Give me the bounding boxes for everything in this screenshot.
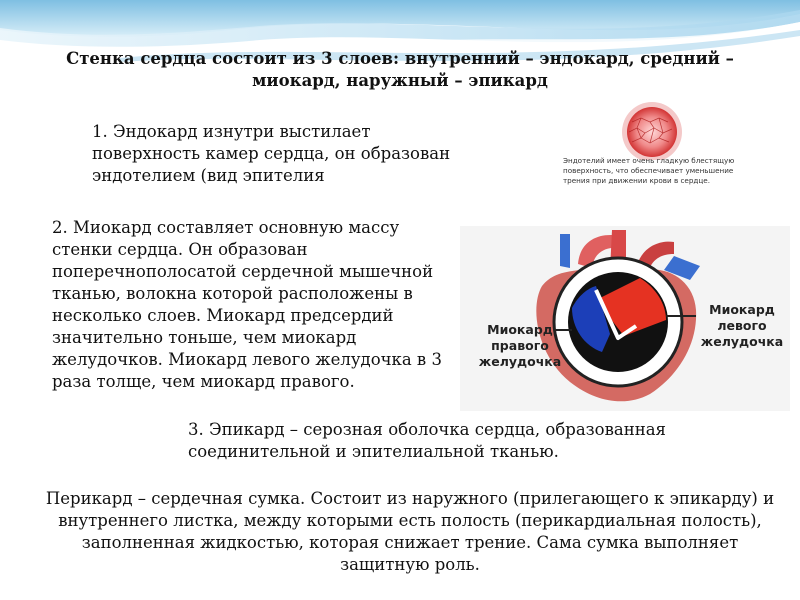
slide-title: Стенка сердца состоит из 3 слоев: внутренний – эндокард, средний – миокард, наружный – эпикард bbox=[66, 49, 734, 90]
label-left-ventricle-myocardium: Миокард левого желудочка bbox=[700, 302, 784, 349]
heart-illustration bbox=[460, 226, 790, 411]
epicardium-text: 3. Эпикард – серозная оболочка сердца, образованная соединительной и эпителиальной тканью. bbox=[188, 420, 666, 461]
endothelium-cell-icon bbox=[557, 100, 747, 160]
endocardium-text: 1. Эндокард изнутри выстилает поверхность камер сердца, он образован эндотелием (вид эпителия bbox=[92, 122, 451, 185]
endothelium-caption: Эндотелий имеет очень гладкую блестящую поверхность, что обеспечивает уменьшение трения при движении крови в сердце. bbox=[563, 156, 735, 185]
myocardium-text: 2. Миокард составляет основную массу стенки сердца. Он образован поперечнополосатой сердечной мышечной тканью, волокна которой расположены в несколько слоев. Миокард предсердий значительно тоньше, чем миокард желудочков. Миокард левого желудочка в 3 раза толще, чем миокард правого. bbox=[52, 218, 442, 391]
label-right-ventricle-myocardium: Миокард правого желудочка bbox=[478, 322, 562, 369]
endothelium-illustration bbox=[557, 100, 747, 210]
pericardium-text: Перикард – сердечная сумка. Состоит из наружного (прилегающего к эпикарду) и внутреннего листка, между которыми есть полость (перикардиальная полость), заполненная жидкостью, которая снижает трение. Сама сумка выполняет защитную роль. bbox=[45, 489, 775, 574]
